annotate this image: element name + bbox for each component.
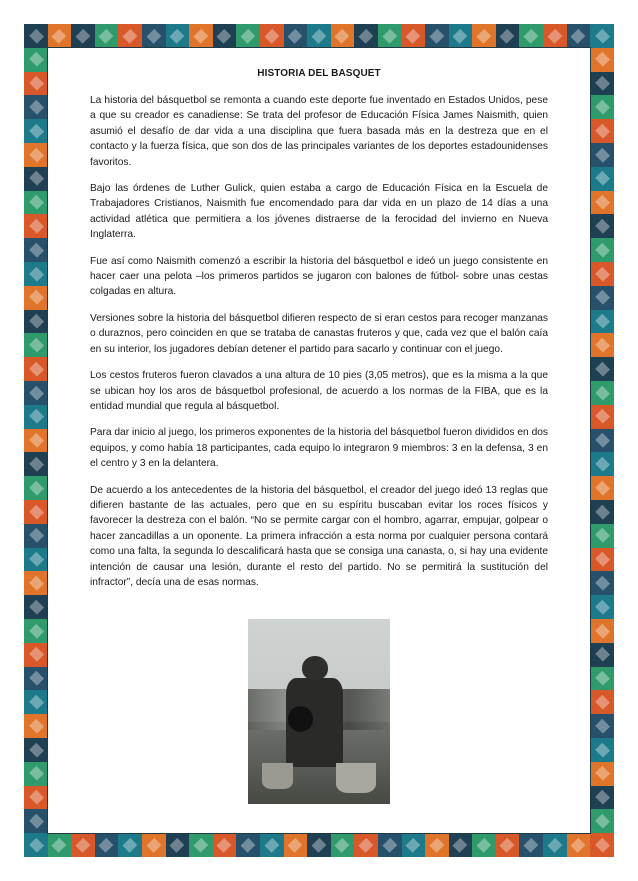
border-tile [24, 381, 48, 405]
border-tile [590, 476, 614, 500]
photo-man-head [302, 656, 328, 680]
document-body [90, 68, 548, 601]
border-tile [590, 191, 614, 215]
border-tile [24, 500, 48, 524]
border-tile [590, 452, 614, 476]
photo-ball [288, 706, 314, 732]
border-tile [24, 24, 48, 48]
border-tile [519, 24, 543, 48]
border-tile [590, 333, 614, 357]
border-tile [95, 24, 119, 48]
border-tile [24, 48, 48, 72]
border-tile [354, 833, 378, 857]
border-tile [425, 24, 449, 48]
border-tile [425, 833, 449, 857]
border-tile [402, 833, 426, 857]
border-tile [24, 643, 48, 667]
border-tile [590, 238, 614, 262]
border-tile [24, 833, 48, 857]
border-tile [590, 809, 614, 833]
border-tile [590, 571, 614, 595]
border-tile [590, 48, 614, 72]
border-tile [24, 595, 48, 619]
border-tile [590, 714, 614, 738]
border-tile [567, 24, 591, 48]
border-tile [472, 833, 496, 857]
border-tile [24, 571, 48, 595]
paragraph-6: Para dar inicio al juego, los primeros exponentes de la historia del básquetbol fueron divididos en dos equipos, y como había 18 participantes, cada equipo lo integraron 9 miembros: 3 en la defensa, 3 en el centro y 3 en la delantera. [90, 427, 548, 470]
border-tile [590, 143, 614, 167]
border-tile [543, 833, 567, 857]
border-tile [24, 548, 48, 572]
border-tile [24, 238, 48, 262]
border-tile [24, 714, 48, 738]
border-tile [519, 833, 543, 857]
border-tile [590, 524, 614, 548]
border-tile [590, 643, 614, 667]
border-tile [590, 95, 614, 119]
border-tile [354, 24, 378, 48]
border-tile [24, 286, 48, 310]
border-tile [95, 833, 119, 857]
border-tile [24, 809, 48, 833]
border-tile [331, 833, 355, 857]
border-tile [331, 24, 355, 48]
border-tile [590, 310, 614, 334]
paragraph-3: Fue así como Naismith comenzó a escribir la historia del básquetbol e ideó un juego consistente en hacer caer una pelota –los primeros partidos se jugaron con balones de fútbol- sobre unas cestas colgadas en altura. [90, 255, 548, 298]
border-tile [260, 833, 284, 857]
border-tile [449, 24, 473, 48]
border-tile [24, 452, 48, 476]
border-tile [590, 429, 614, 453]
border-tile [543, 24, 567, 48]
border-tile [118, 24, 142, 48]
border-tile [590, 119, 614, 143]
border-tile [590, 738, 614, 762]
border-tile [590, 357, 614, 381]
border-tile [590, 595, 614, 619]
border-tile [24, 357, 48, 381]
border-tile [24, 786, 48, 810]
decorative-border-left [24, 24, 48, 857]
border-tile [24, 667, 48, 691]
border-tile [24, 405, 48, 429]
border-tile [590, 500, 614, 524]
border-tile [402, 24, 426, 48]
border-tile [284, 833, 308, 857]
photo-peach-basket-right [336, 763, 376, 793]
border-tile [236, 24, 260, 48]
border-tile [24, 95, 48, 119]
border-tile [496, 24, 520, 48]
border-tile [590, 72, 614, 96]
border-tile [71, 24, 95, 48]
border-tile [590, 24, 614, 48]
border-tile [590, 262, 614, 286]
border-tile [24, 762, 48, 786]
decorative-border-right [590, 24, 614, 857]
border-tile [189, 24, 213, 48]
paragraph-1: La historia del básquetbol se remonta a cuando este deporte fue inventado en Estados Unidos, pese a que su creador es canadiense: Se trata del profesor de Educación Física James Naismith, quien asumió el desafío de dar vida a una disciplina que fuera basada más en la destreza que en el contacto y la fuerza física, que son dos de las principales variantes de los deportes estadounidenses favoritos. [90, 95, 548, 168]
border-tile [307, 833, 331, 857]
border-tile [590, 690, 614, 714]
border-tile [472, 24, 496, 48]
border-tile [590, 667, 614, 691]
border-tile [24, 143, 48, 167]
border-tile [189, 833, 213, 857]
border-tile [24, 690, 48, 714]
border-tile [24, 119, 48, 143]
border-tile [142, 833, 166, 857]
border-tile [24, 310, 48, 334]
paragraph-5: Los cestos fruteros fueron clavados a una altura de 10 pies (3,05 metros), que es la misma a la que se ubican hoy los aros de básquetbol profesional, de acuerdo a los normas de la FIBA, que es la entidad mundial que regula al básquetbol. [90, 370, 548, 412]
border-tile [24, 167, 48, 191]
border-tile [590, 167, 614, 191]
photo-peach-basket-left [262, 763, 293, 789]
paragraph-2: Bajo las órdenes de Luther Gulick, quien estaba a cargo de Educación Física en la Escuela de Trabajadores Cristianos, Naismith fue encomendado para dar vida en un plazo de 14 días a una actividad atlética que permitiera a los jóvenes distraerse de la ferocidad del invierno en Nueva Inglaterra. [90, 183, 548, 241]
border-tile [590, 786, 614, 810]
border-tile [590, 381, 614, 405]
border-tile [378, 833, 402, 857]
border-tile [24, 619, 48, 643]
border-tile [24, 429, 48, 453]
border-tile [590, 405, 614, 429]
border-tile [590, 548, 614, 572]
border-tile [24, 262, 48, 286]
border-tile [142, 24, 166, 48]
border-tile [24, 524, 48, 548]
border-tile [48, 833, 72, 857]
border-tile [260, 24, 284, 48]
decorative-border-top [24, 24, 614, 48]
border-tile [213, 833, 237, 857]
border-tile [213, 24, 237, 48]
historical-photo [248, 619, 390, 804]
border-tile [590, 762, 614, 786]
border-tile [378, 24, 402, 48]
border-tile [284, 24, 308, 48]
border-tile [449, 833, 473, 857]
border-tile [166, 833, 190, 857]
border-tile [590, 833, 614, 857]
decorative-border-bottom [24, 833, 614, 857]
border-tile [590, 619, 614, 643]
border-tile [496, 833, 520, 857]
border-tile [24, 72, 48, 96]
border-tile [590, 214, 614, 238]
paragraph-7: De acuerdo a los antecedentes de la historia del básquetbol, el creador del juego ideó 13 reglas que difieren bastante de las actuales, pero que en su espíritu buscaban evitar los roces físicos y favorecer la destreza con el balón. “No se permite cargar con el hombro, agarrar, empujar, golpear o hacer zancadillas a un oponente. La primera infracción a esta norma por cualquier persona contará como una falta, la segunda lo descalificará hasta que se consiga una canasta, o, si hay una evidente intención de causar una lesión, durante el resto del partido. No se permitirá la sustitución del infractor”, decía una de esas normas. [90, 484, 548, 588]
border-tile [236, 833, 260, 857]
border-tile [118, 833, 142, 857]
border-tile [24, 476, 48, 500]
border-tile [24, 738, 48, 762]
paragraph-4: Versiones sobre la historia del básquetbol difieren respecto de si eran cestos para recoger manzanas o duraznos, pero coinciden en que se trataba de canastas fruteros y que, cada vez que el balón caía en su interior, los jugadores debían detener el partido para sacarlo y continuar con el juego. [90, 312, 548, 355]
border-tile [307, 24, 331, 48]
border-tile [166, 24, 190, 48]
border-tile [590, 286, 614, 310]
border-tile [24, 191, 48, 215]
document-title: HISTORIA DEL BASQUET [257, 68, 381, 79]
border-tile [24, 214, 48, 238]
border-tile [48, 24, 72, 48]
border-tile [567, 833, 591, 857]
border-tile [24, 333, 48, 357]
border-tile [71, 833, 95, 857]
